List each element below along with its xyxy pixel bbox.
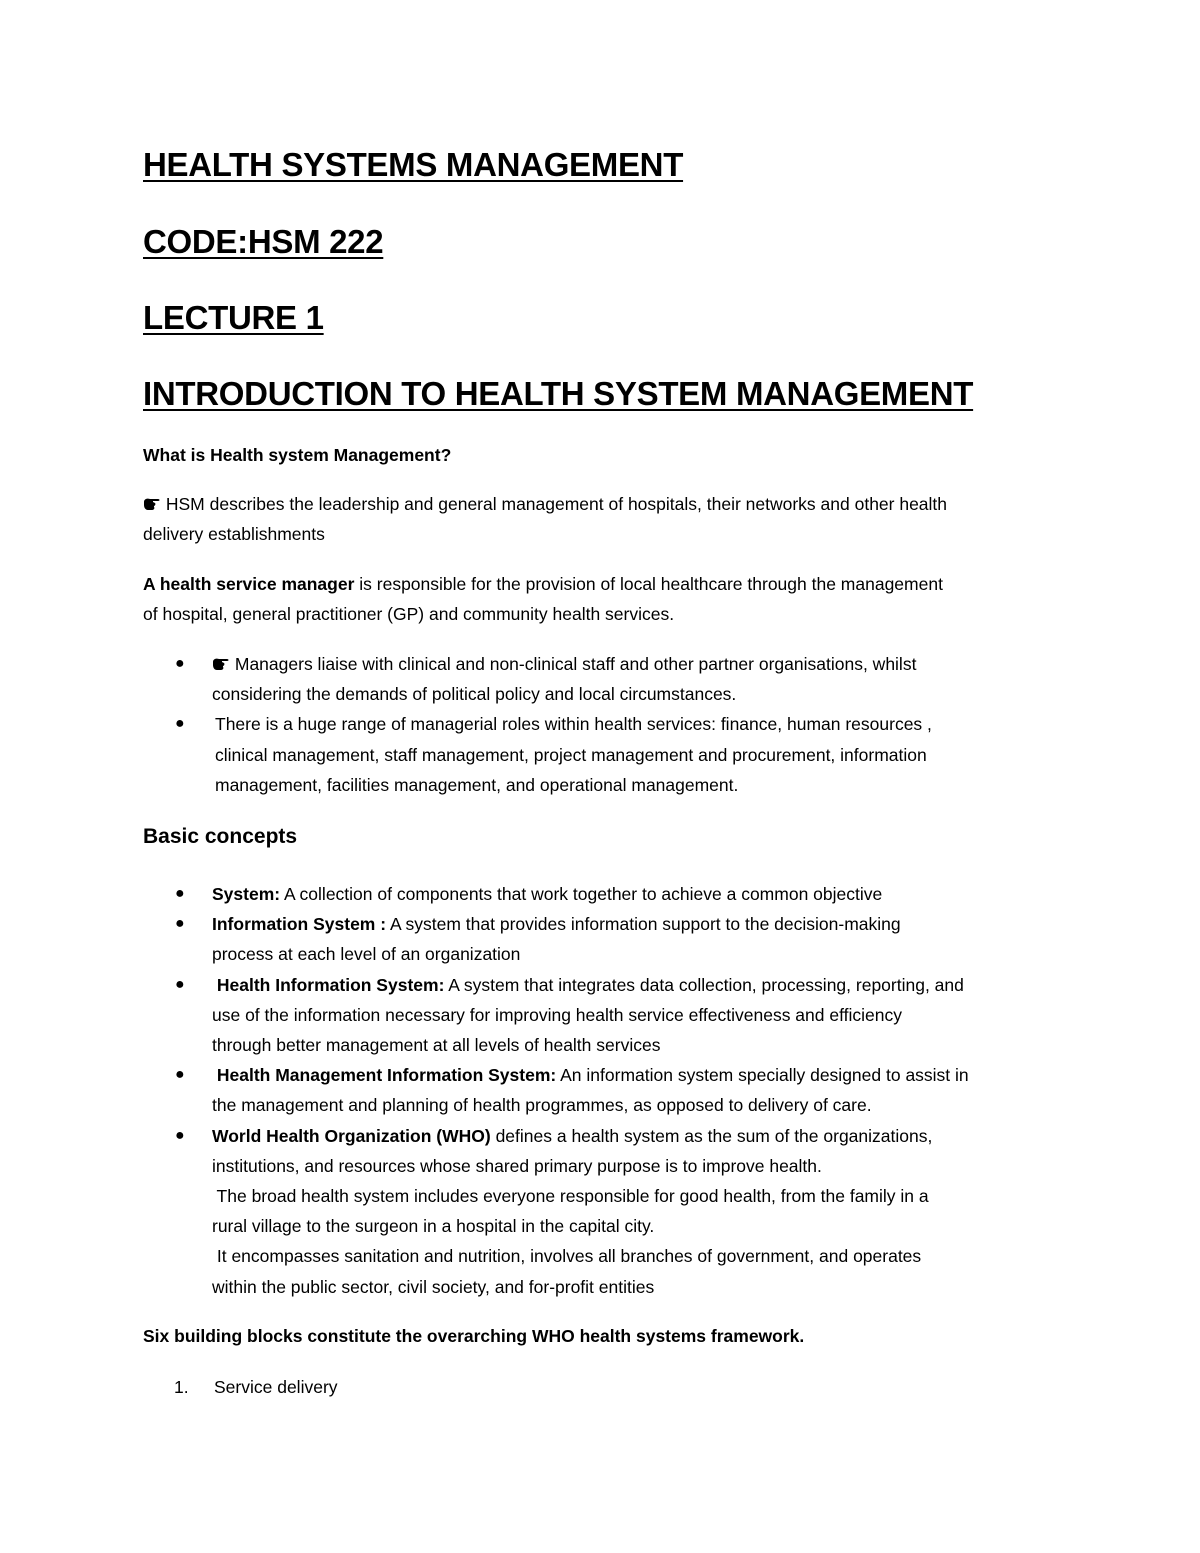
- list-item: [212, 1121, 932, 1151]
- bullet-dot-icon: ●: [175, 915, 185, 932]
- concept-text: within the public sector, civil society, and for-profit entities: [212, 1277, 655, 1297]
- definition-text-2: delivery establishments: [143, 524, 325, 544]
- concept-term: System:: [212, 884, 281, 904]
- manager-text-1: is responsible for the provision of local healthcare through the management: [354, 574, 943, 594]
- question-heading: What is Health system Management?: [143, 445, 452, 465]
- lecture-number: LECTURE 1: [143, 299, 324, 336]
- list-item: [212, 649, 916, 679]
- concept-text: institutions, and resources whose shared primary purpose is to improve health.: [212, 1156, 822, 1176]
- list-item: [212, 970, 964, 1000]
- concept-term: Information System :: [212, 914, 387, 934]
- concept-text: through better management at all levels of health services: [212, 1035, 661, 1055]
- course-code: CODE:HSM 222: [143, 223, 384, 260]
- concept-text: A collection of components that work together to achieve a common objective: [280, 884, 883, 904]
- bullet-text: clinical management, staff management, project management and procurement, information: [215, 745, 927, 765]
- list-item: Service delivery: [214, 1377, 338, 1397]
- bullet-dot-icon: ●: [175, 715, 185, 732]
- building-blocks-heading: Six building blocks constitute the overarching WHO health systems framework.: [143, 1326, 805, 1346]
- concept-text: the management and planning of health programmes, as opposed to delivery of care.: [212, 1095, 872, 1115]
- concept-text: The broad health system includes everyone responsible for good health, from the family in a: [212, 1186, 929, 1206]
- bullet-dot-icon: ●: [175, 885, 185, 902]
- bullet-dot-icon: ●: [175, 655, 185, 672]
- concept-text: process at each level of an organization: [212, 944, 521, 964]
- bullet-text: considering the demands of political policy and local circumstances.: [212, 684, 737, 704]
- concept-text: use of the information necessary for improving health service effectiveness and efficiency: [212, 1005, 902, 1025]
- list-item-number: 1.: [174, 1377, 189, 1397]
- concept-text: A system that provides information support to the decision-making: [386, 914, 901, 934]
- pointing-hand-icon: [212, 657, 230, 671]
- concept-term: World Health Organization (WHO): [212, 1126, 491, 1146]
- bullet-text: management, facilities management, and operational management.: [215, 775, 739, 795]
- concept-text: An information system specially designed to assist in: [556, 1065, 969, 1085]
- manager-paragraph-line-1: [143, 569, 943, 599]
- concept-text: rural village to the surgeon in a hospital in the capital city.: [212, 1216, 655, 1236]
- bullet-dot-icon: ●: [175, 1127, 185, 1144]
- bullet-dot-icon: ●: [175, 1066, 185, 1083]
- concept-text: defines a health system as the sum of the organizations,: [490, 1126, 933, 1146]
- bullet-dot-icon: ●: [175, 976, 185, 993]
- list-item: [212, 879, 882, 909]
- concept-text: A system that integrates data collection, processing, reporting, and: [444, 975, 964, 995]
- definition-line: [143, 489, 947, 519]
- lecture-topic: INTRODUCTION TO HEALTH SYSTEM MANAGEMENT: [143, 375, 974, 412]
- list-item: [212, 1060, 969, 1090]
- bullet-text: There is a huge range of managerial roles within health services: finance, human resources ,: [215, 714, 932, 734]
- manager-text-2: of hospital, general practitioner (GP) and community health services.: [143, 604, 675, 624]
- pointing-hand-icon: [143, 497, 161, 511]
- course-title: HEALTH SYSTEMS MANAGEMENT: [143, 146, 684, 183]
- bullet-text: Managers liaise with clinical and non-clinical staff and other partner organisations, whilst: [234, 654, 917, 674]
- concept-term: Health Management Information System:: [212, 1065, 557, 1085]
- concept-text: It encompasses sanitation and nutrition, involves all branches of government, and operates: [212, 1246, 922, 1266]
- list-item: [212, 909, 901, 939]
- manager-term: A health service manager: [143, 574, 355, 594]
- definition-text-1: HSM describes the leadership and general management of hospitals, their networks and other health: [165, 494, 948, 514]
- concept-term: Health Information System:: [212, 975, 445, 995]
- basic-concepts-heading: Basic concepts: [143, 825, 298, 848]
